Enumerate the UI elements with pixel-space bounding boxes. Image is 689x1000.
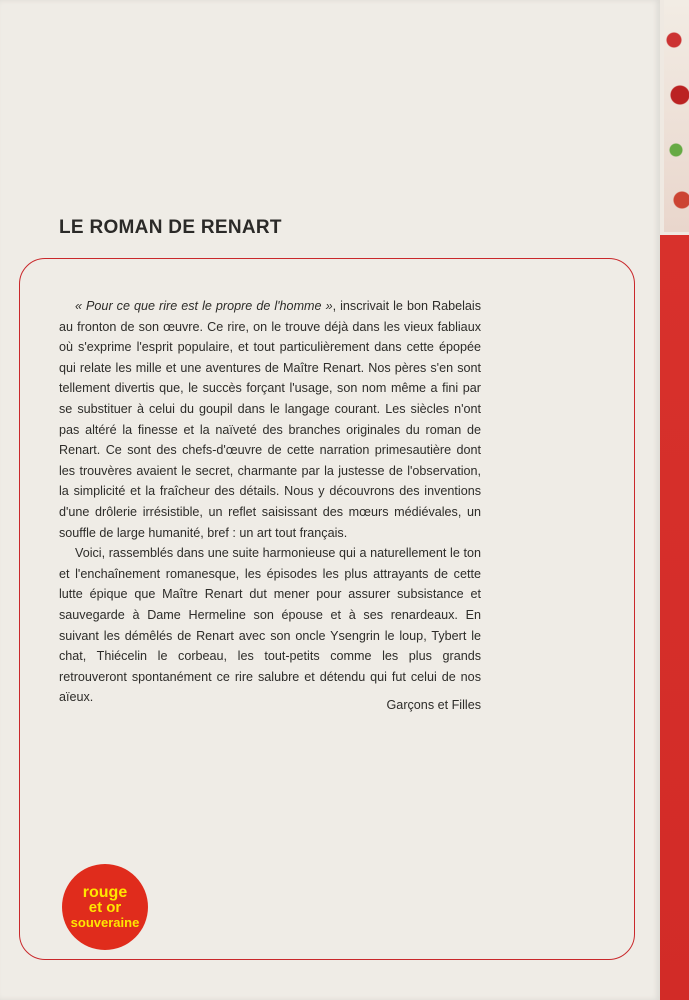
signature: Garçons et Filles <box>386 698 481 712</box>
logo-line-2: et or <box>88 898 122 916</box>
logo-line-3: souveraine <box>70 914 140 930</box>
book-title: LE ROMAN DE RENART <box>59 217 282 238</box>
blurb-paragraph-1 <box>59 296 481 543</box>
logo-line-1: rouge <box>82 883 128 901</box>
publisher-logo <box>62 864 148 950</box>
blurb-text <box>59 296 481 708</box>
blurb-paragraph-1-text: , inscrivait le bon Rabelais au fronton de son œuvre. Ce rire, on le trouve déjà dans les vieux fabliaux où s'exprime l'esprit populaire, et tout particulièrement dans cette épopée qui relate les mille et une aventures de Maître Renart. Nos pères s'en sont tellement divertis que, le succès forçant l'usage, son nom même a fini par se substituer à celui du goupil dans le langage courant. Les siècles n'ont pas altéré la finesse et la naïveté des branches originales du roman de Renart. Ce sont des chefs-d'œuvre de cette narration primesautière dont les trouvères avaient le secret, charmante par la justesse de l'observation, la simplicité et la fraîcheur des détails. Nous y découvrons des inventions d'une drôlerie irrésistible, un reflet saisissant des mœurs médiévales, un souffle de large humanité, bref : un art tout français. <box>59 299 481 540</box>
blurb-paragraph-2: Voici, rassemblés dans une suite harmonieuse qui a naturellement le ton et l'enchaînement romanesque, les épisodes les plus attrayants de cette lutte épique que Maître Renart dut mener pour assurer subsistance et sauvegarde à Dame Hermeline son épouse et à ses renardeaux. En suivant les démêlés de Renart avec son oncle Ysengrin le loup, Tybert le chat, Thiécelin le corbeau, les tout-petits comme les plus grands retrouveront spontanément ce rire salubre et détendu qui fut celui de nos aïeux. <box>59 546 481 705</box>
rabelais-quote: « Pour ce que rire est le propre de l'homme » <box>75 299 333 313</box>
spine-illustration <box>664 0 689 232</box>
